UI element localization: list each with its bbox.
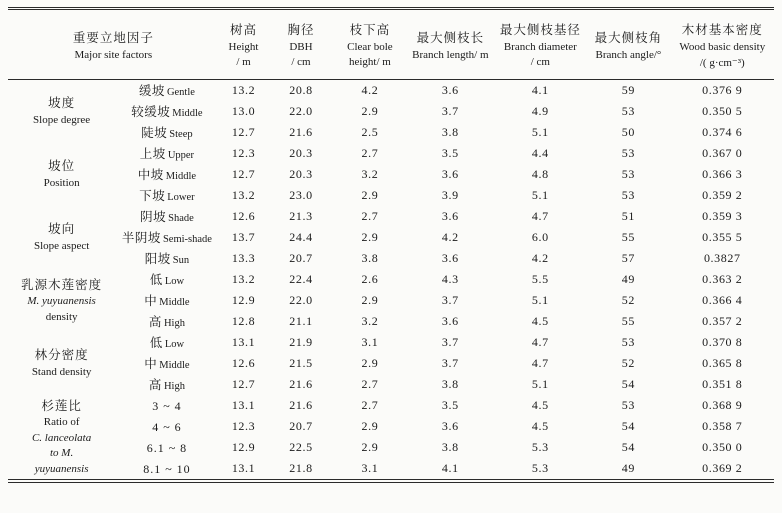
clear-bole-value: 3.2 — [361, 314, 379, 328]
density-value: 0.350 5 — [702, 104, 743, 118]
header-branch-diameter-en: Branch diameter — [503, 41, 577, 53]
branch-diameter-value: 5.3 — [531, 461, 549, 475]
level-zh: 中 — [144, 294, 158, 308]
branch-length-value: 3.6 — [441, 314, 459, 328]
header-branch-diameter — [494, 9, 586, 80]
level-zh: 上坡 — [139, 147, 166, 161]
level-cell — [115, 353, 218, 374]
header-height-zh: 树高 — [230, 23, 258, 37]
level-zh: 中坡 — [137, 168, 164, 182]
level-en: Semi-shade — [162, 234, 212, 245]
level-en: Middle — [159, 360, 190, 371]
clear-bole-value: 2.9 — [361, 104, 379, 118]
table-row — [8, 101, 774, 122]
branch-angle-value: 54 — [621, 377, 635, 391]
group-label-slope-aspect — [8, 206, 115, 269]
density-value: 0.376 9 — [702, 83, 743, 97]
level-zh: 较缓坡 — [131, 105, 171, 119]
level-range: 4 ~ 6 — [152, 419, 182, 434]
dbh-value: 21.8 — [289, 461, 313, 475]
height-value: 12.7 — [231, 167, 256, 181]
level-range: 8.1 ~ 10 — [143, 461, 191, 476]
header-density-zh: 木材基本密度 — [681, 22, 763, 37]
density-value: 0.351 8 — [702, 377, 743, 391]
group-label-line: density — [45, 310, 78, 323]
level-range: 3 ~ 4 — [152, 398, 182, 413]
branch-diameter-value: 4.9 — [531, 104, 549, 118]
group-label-line: Stand density — [31, 365, 92, 378]
header-clear-bole-zh: 枝下高 — [349, 23, 391, 37]
branch-angle-value: 53 — [621, 188, 635, 202]
density-value: 0.3827 — [703, 251, 741, 265]
level-en: Gentle — [166, 87, 195, 98]
density-value: 0.359 3 — [702, 209, 743, 223]
header-row — [8, 9, 774, 80]
branch-diameter-value: 5.1 — [531, 188, 549, 202]
branch-angle-value: 49 — [621, 272, 635, 286]
level-cell — [115, 143, 218, 164]
level-en: Shade — [168, 213, 194, 224]
header-clear-bole — [334, 9, 407, 80]
density-value: 0.370 8 — [702, 335, 743, 349]
branch-length-value: 3.8 — [441, 125, 459, 139]
clear-bole-value: 2.5 — [361, 125, 379, 139]
dbh-value: 22.5 — [289, 440, 313, 454]
group-label-line: Slope degree — [33, 113, 91, 126]
branch-angle-value: 57 — [621, 251, 635, 265]
dbh-value: 21.6 — [289, 398, 313, 412]
level-zh: 高 — [148, 378, 162, 392]
clear-bole-value: 2.7 — [361, 377, 379, 391]
branch-length-value: 3.6 — [441, 167, 459, 181]
height-value: 13.0 — [231, 104, 256, 118]
branch-length-value: 3.6 — [441, 251, 459, 265]
table-row — [8, 248, 774, 269]
branch-angle-value: 55 — [621, 230, 635, 244]
level-en: Middle — [159, 297, 190, 308]
dbh-value: 21.6 — [289, 125, 313, 139]
branch-diameter-value: 4.7 — [531, 335, 549, 349]
level-en: Steep — [169, 129, 193, 140]
branch-angle-value: 50 — [621, 125, 635, 139]
height-value: 13.1 — [231, 335, 256, 349]
density-value: 0.369 2 — [702, 461, 743, 475]
branch-diameter-value: 4.7 — [531, 356, 549, 370]
level-cell — [115, 374, 218, 395]
level-zh: 中 — [144, 357, 158, 371]
table-row — [8, 143, 774, 164]
header-branch-diameter-zh: 最大侧枝基径 — [499, 23, 581, 37]
dbh-value: 24.4 — [289, 230, 313, 244]
branch-length-value: 4.2 — [441, 230, 459, 244]
clear-bole-value: 2.9 — [361, 356, 379, 370]
branch-angle-value: 51 — [621, 209, 635, 223]
branch-angle-value: 53 — [621, 146, 635, 160]
clear-bole-value: 2.9 — [361, 419, 379, 433]
group-label-position — [8, 143, 115, 206]
height-value: 13.2 — [231, 188, 256, 202]
level-cell — [115, 269, 218, 290]
level-cell — [115, 290, 218, 311]
height-value: 12.9 — [231, 293, 256, 307]
branch-length-value: 3.7 — [441, 356, 459, 370]
density-value: 0.366 3 — [702, 167, 743, 181]
level-zh: 陡坡 — [141, 126, 168, 140]
height-value: 12.7 — [231, 377, 256, 391]
height-value: 12.6 — [231, 209, 256, 223]
table-row — [8, 311, 774, 332]
dbh-value: 20.8 — [289, 83, 313, 97]
level-en: Middle — [172, 108, 203, 119]
branch-angle-value: 53 — [621, 104, 635, 118]
density-value: 0.359 2 — [702, 188, 743, 202]
level-en: Middle — [165, 171, 197, 182]
group-label-line: M. yuyuanensis — [27, 295, 96, 308]
level-en: High — [163, 318, 185, 329]
header-branch-angle-en: Branch angle/° — [595, 48, 662, 61]
branch-angle-value: 53 — [621, 398, 635, 412]
header-site-factors-zh: 重要立地因子 — [72, 30, 154, 45]
branch-diameter-value: 5.1 — [531, 293, 549, 307]
level-zh: 低 — [149, 336, 163, 350]
group-label-line: to M. — [50, 447, 74, 460]
level-en: Sun — [172, 255, 190, 266]
dbh-value: 22.0 — [289, 104, 313, 118]
group-label-line: 坡位 — [48, 159, 76, 174]
branch-angle-value: 59 — [621, 83, 635, 97]
height-value: 12.6 — [231, 356, 256, 370]
density-value: 0.374 6 — [702, 125, 743, 139]
clear-bole-value: 2.9 — [361, 293, 379, 307]
density-value: 0.363 2 — [702, 272, 743, 286]
branch-diameter-value: 4.2 — [531, 251, 549, 265]
density-value: 0.358 7 — [702, 419, 743, 433]
level-cell — [115, 311, 218, 332]
branch-length-value: 3.7 — [441, 293, 459, 307]
header-clear-bole-en: Clear bole — [347, 41, 393, 53]
branch-diameter-value: 5.3 — [531, 440, 549, 454]
branch-angle-value: 52 — [621, 293, 635, 307]
clear-bole-value: 2.9 — [361, 188, 379, 202]
branch-diameter-value: 5.1 — [531, 125, 549, 139]
level-en: Lower — [167, 192, 195, 203]
branch-length-value: 3.8 — [441, 440, 459, 454]
table-row — [8, 206, 774, 227]
header-branch-angle-zh: 最大侧枝角 — [594, 30, 663, 45]
group-label-line: 坡度 — [48, 96, 76, 111]
table-row — [8, 353, 774, 374]
header-site-factors-en: Major site factors — [74, 48, 153, 61]
level-cell — [115, 227, 218, 248]
header-density-en: Wood basic density — [679, 40, 766, 53]
dbh-value: 21.5 — [289, 356, 313, 370]
group-label-line: 乳源木莲密度 — [21, 277, 103, 292]
dbh-value: 22.4 — [289, 272, 313, 286]
group-label-line: Ratio of — [43, 416, 80, 429]
density-value: 0.366 4 — [702, 293, 743, 307]
dbh-value: 21.1 — [289, 314, 313, 328]
group-label-line: 林分密度 — [34, 348, 89, 363]
branch-angle-value: 49 — [621, 461, 635, 475]
clear-bole-value: 3.8 — [361, 251, 379, 265]
branch-angle-value: 52 — [621, 356, 635, 370]
density-value: 0.355 5 — [702, 230, 743, 244]
clear-bole-value: 2.9 — [361, 230, 379, 244]
header-height-en: Height — [228, 41, 259, 53]
table-row — [8, 395, 774, 416]
header-site-factors — [8, 9, 219, 80]
height-value: 13.1 — [231, 461, 256, 475]
height-value: 13.7 — [231, 230, 256, 244]
header-dbh-unit: / cm — [291, 56, 311, 68]
table-row — [8, 374, 774, 395]
branch-diameter-value: 5.5 — [531, 272, 549, 286]
branch-length-value: 3.8 — [441, 377, 459, 391]
level-cell — [115, 248, 218, 269]
density-value: 0.365 8 — [702, 356, 743, 370]
group-label-line: 坡向 — [48, 222, 76, 237]
density-value: 0.367 0 — [702, 146, 743, 160]
level-cell — [115, 101, 218, 122]
dbh-value: 21.6 — [289, 377, 313, 391]
height-value: 12.3 — [231, 146, 256, 160]
level-zh: 下坡 — [139, 189, 166, 203]
branch-length-value: 3.6 — [441, 209, 459, 223]
branch-length-value: 4.1 — [441, 461, 459, 475]
clear-bole-value: 3.1 — [361, 461, 379, 475]
branch-diameter-value: 4.4 — [531, 146, 549, 160]
group-label-stand-density — [8, 332, 115, 395]
header-branch-angle — [586, 9, 670, 80]
level-zh: 阳坡 — [144, 252, 171, 266]
density-value: 0.368 9 — [702, 398, 743, 412]
table-row — [8, 416, 774, 437]
header-dbh — [268, 9, 333, 80]
clear-bole-value: 3.2 — [361, 167, 379, 181]
header-height — [219, 9, 269, 80]
clear-bole-value: 2.7 — [361, 146, 379, 160]
group-label-line: Slope aspect — [33, 239, 90, 252]
branch-diameter-value: 5.1 — [531, 377, 549, 391]
branch-diameter-value: 4.5 — [531, 419, 549, 433]
branch-length-value: 4.3 — [441, 272, 459, 286]
group-label-line: C. lanceolata — [31, 431, 92, 444]
clear-bole-value: 2.6 — [361, 272, 379, 286]
dbh-value: 21.3 — [289, 209, 313, 223]
header-density-unit: /( g·cm⁻³) — [699, 56, 745, 69]
group-label-m-yuyuanensis-density — [8, 269, 115, 332]
group-label-line: 杉莲比 — [41, 398, 82, 413]
dbh-value: 20.3 — [289, 167, 313, 181]
dbh-value: 22.0 — [289, 293, 313, 307]
branch-diameter-value: 4.5 — [531, 398, 549, 412]
clear-bole-value: 4.2 — [361, 83, 379, 97]
clear-bole-value: 2.9 — [361, 440, 379, 454]
header-density — [671, 9, 774, 80]
level-en: High — [163, 381, 185, 392]
height-value: 12.9 — [231, 440, 256, 454]
height-value: 12.3 — [231, 419, 256, 433]
group-label-line: yuyuanensis — [34, 462, 89, 475]
branch-angle-value: 53 — [621, 167, 635, 181]
branch-length-value: 3.7 — [441, 104, 459, 118]
header-branch-length — [406, 9, 494, 80]
branch-length-value: 3.6 — [441, 419, 459, 433]
group-label-slope-degree — [8, 80, 115, 144]
dbh-value: 23.0 — [289, 188, 313, 202]
level-zh: 缓坡 — [138, 84, 165, 98]
group-label-ratio-c-lanceolata-to-m-yuyuanensis — [8, 395, 115, 481]
level-cell — [115, 122, 218, 143]
level-range: 6.1 ~ 8 — [146, 440, 188, 455]
branch-diameter-value: 6.0 — [531, 230, 549, 244]
height-value: 13.3 — [231, 251, 256, 265]
table-row — [8, 332, 774, 353]
dbh-value: 20.3 — [289, 146, 313, 160]
branch-angle-value: 53 — [621, 335, 635, 349]
level-cell — [115, 80, 218, 102]
level-cell — [115, 437, 218, 458]
level-en: Low — [164, 276, 185, 287]
branch-angle-value: 54 — [621, 440, 635, 454]
height-value: 13.2 — [231, 83, 256, 97]
table-row — [8, 458, 774, 481]
branch-length-value: 3.7 — [441, 335, 459, 349]
table-row — [8, 80, 774, 102]
site-factors-table — [8, 7, 774, 483]
clear-bole-value: 2.7 — [361, 398, 379, 412]
table-row — [8, 290, 774, 311]
branch-diameter-value: 4.5 — [531, 314, 549, 328]
level-cell — [115, 332, 218, 353]
table-header — [8, 9, 774, 80]
level-cell — [115, 206, 218, 227]
level-cell — [115, 164, 218, 185]
clear-bole-value: 2.7 — [361, 209, 379, 223]
level-en: Low — [164, 339, 185, 350]
header-branch-diameter-unit: / cm — [530, 56, 550, 68]
header-dbh-zh: 胸径 — [287, 23, 315, 37]
dbh-value: 21.9 — [289, 335, 313, 349]
table-row — [8, 437, 774, 458]
branch-angle-value: 55 — [621, 314, 635, 328]
table-row — [8, 164, 774, 185]
table-row — [8, 227, 774, 248]
branch-diameter-value: 4.1 — [531, 83, 549, 97]
header-height-unit: / m — [236, 56, 251, 68]
header-clear-bole-unit: height/ m — [348, 56, 391, 68]
header-branch-length-zh: 最大侧枝长 — [416, 30, 485, 45]
level-en: Upper — [167, 150, 195, 161]
level-zh: 半阴坡 — [121, 231, 161, 245]
table-body — [8, 80, 774, 482]
level-zh: 阴坡 — [140, 210, 167, 224]
header-branch-length-en: Branch length/ m — [412, 48, 489, 61]
branch-diameter-value: 4.7 — [531, 209, 549, 223]
clear-bole-value: 3.1 — [361, 335, 379, 349]
branch-angle-value: 54 — [621, 419, 635, 433]
level-cell — [115, 185, 218, 206]
group-label-line: Position — [43, 176, 80, 189]
dbh-value: 20.7 — [289, 251, 313, 265]
level-cell — [115, 395, 218, 416]
dbh-value: 20.7 — [289, 419, 313, 433]
branch-length-value: 3.5 — [441, 398, 459, 412]
table-row — [8, 269, 774, 290]
level-zh: 高 — [148, 315, 162, 329]
height-value: 12.8 — [231, 314, 256, 328]
level-zh: 低 — [149, 273, 163, 287]
level-cell — [115, 458, 218, 481]
header-dbh-en: DBH — [289, 41, 313, 53]
height-value: 13.2 — [231, 272, 256, 286]
height-value: 13.1 — [231, 398, 256, 412]
height-value: 12.7 — [231, 125, 256, 139]
branch-length-value: 3.5 — [441, 146, 459, 160]
branch-length-value: 3.6 — [441, 83, 459, 97]
table-row — [8, 122, 774, 143]
density-value: 0.357 2 — [702, 314, 743, 328]
branch-length-value: 3.9 — [441, 188, 459, 202]
level-cell — [115, 416, 218, 437]
density-value: 0.350 0 — [702, 440, 743, 454]
branch-diameter-value: 4.8 — [531, 167, 549, 181]
table-row — [8, 185, 774, 206]
